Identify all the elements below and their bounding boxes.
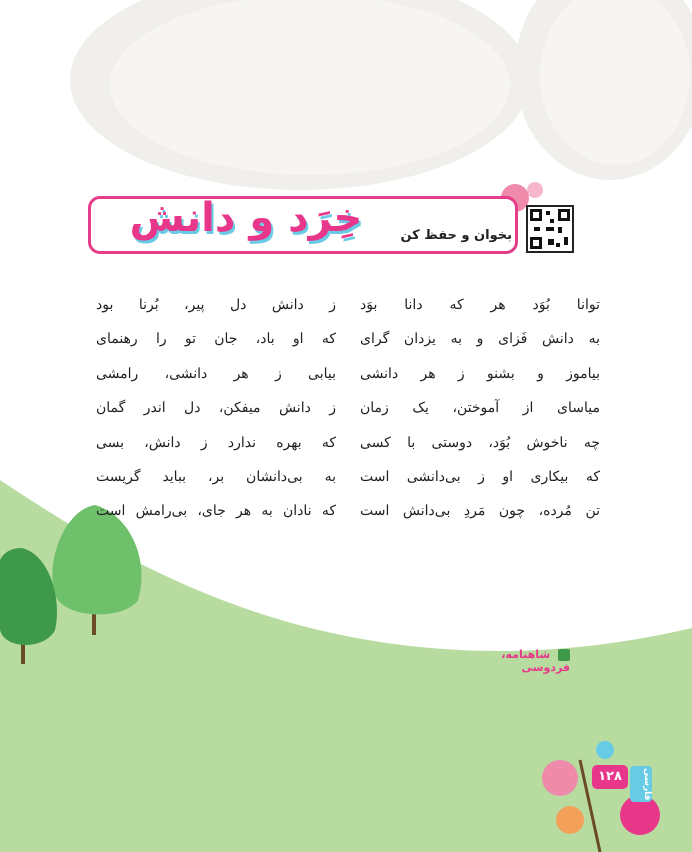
source-citation: [450, 648, 570, 674]
book-label: فارسی: [630, 766, 652, 802]
poem-line: تن مُرده، چون مَردِ بی‌دانش است: [360, 503, 600, 520]
poem-column-right: [360, 288, 600, 529]
page-title: خِرَد و دانش: [129, 195, 363, 241]
flower-pink: [542, 760, 578, 796]
poem-line: بیابی ز هر دانشی، رامشی: [96, 365, 336, 382]
page-number: ۱۲۸: [592, 765, 628, 789]
cloud-left-inner: [110, 0, 510, 175]
poem-line: توانا بُوَد هر که دانا بوَد: [360, 297, 600, 313]
poem-line: به بی‌دانشان بر، بباید گریست: [96, 468, 336, 485]
qr-code[interactable]: [526, 205, 574, 253]
title-flower-decoration-2: [527, 182, 543, 198]
poem-line: که نادان به هر جای، بی‌رامش است: [96, 503, 336, 520]
qr-code-icon: [528, 207, 572, 251]
flower-orange: [556, 806, 584, 834]
book-icon: [558, 649, 570, 661]
source-text: شاهنامه، فردوسی: [501, 648, 570, 674]
poem-line: میاسای از آموختن، یک زمان: [360, 400, 600, 417]
poem-column-left: [96, 288, 336, 529]
flower-blue: [596, 741, 614, 759]
poem-line: چه ناخوش بُوَد، دوستی با کسی: [360, 434, 600, 451]
poem-line: ز دانش میفکن، دل اندر گمان: [96, 400, 336, 417]
poem-line: به دانش فَزای و به یزدان گرای: [360, 331, 600, 348]
poem-line: که بهره ندارد ز دانش، بسی: [96, 434, 336, 451]
poem-line: که بیکاری او ز بی‌دانشی است: [360, 468, 600, 485]
poem-line: ز دانش دل پیر، بُرنا بود: [96, 297, 336, 313]
poem-line: بیاموز و بشنو ز هر دانشی: [360, 365, 600, 382]
subtitle-instruction: بخوان و حفظ کن: [400, 228, 512, 243]
poem-line: که او باد، جان تو را رهنمای: [96, 331, 336, 348]
